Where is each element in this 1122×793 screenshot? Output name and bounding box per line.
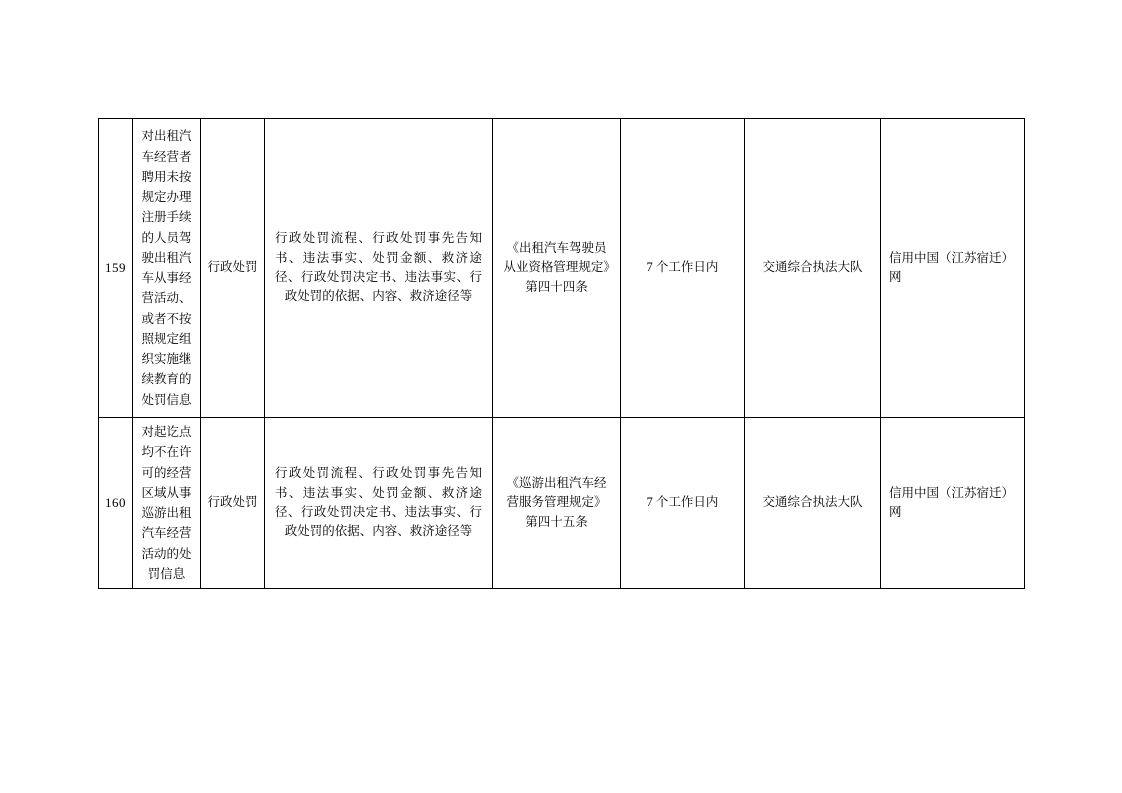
row-item-type: 行政处罚	[201, 119, 265, 418]
row-index: 159	[99, 119, 133, 418]
row-index: 160	[99, 418, 133, 589]
row-item-period: 7 个工作日内	[621, 119, 745, 418]
row-item-content: 行政处罚流程、行政处罚事先告知书、违法事实、处罚金额、救济途径、行政处罚决定书、违法事实、行政处罚的依据、内容、救济途径等	[265, 418, 493, 589]
table-row	[99, 119, 1025, 418]
row-item-source: 信用中国（江苏宿迁）网	[881, 418, 1025, 589]
row-item-source: 信用中国（江苏宿迁）网	[881, 119, 1025, 418]
row-item-type: 行政处罚	[201, 418, 265, 589]
row-item-organization: 交通综合执法大队	[745, 119, 881, 418]
row-item-period: 7 个工作日内	[621, 418, 745, 589]
row-item-basis: 《巡游出租汽车经营服务管理规定》第四十五条	[493, 418, 621, 589]
row-item-organization: 交通综合执法大队	[745, 418, 881, 589]
information-disclosure-table	[98, 118, 1025, 589]
row-item-basis: 《出租汽车驾驶员从业资格管理规定》第四十四条	[493, 119, 621, 418]
row-item-content: 行政处罚流程、行政处罚事先告知书、违法事实、处罚金额、救济途径、行政处罚决定书、违法事实、行政处罚的依据、内容、救济途径等	[265, 119, 493, 418]
row-item-name: 对出租汽车经营者聘用未按规定办理注册手续的人员驾驶出租汽车从事经营活动、或者不按照规定组织实施继续教育的处罚信息	[133, 119, 201, 418]
table-row	[99, 418, 1025, 589]
row-item-name: 对起讫点均不在许可的经营区域从事巡游出租汽车经营活动的处罚信息	[133, 418, 201, 589]
